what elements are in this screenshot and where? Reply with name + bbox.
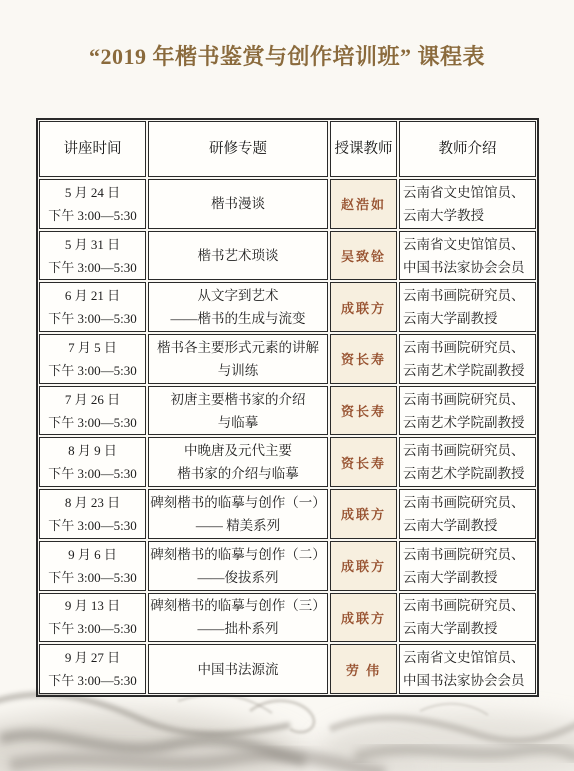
teacher-cell (330, 541, 397, 591)
teacher-bio-line: 云南省文史馆馆员、 (403, 650, 525, 666)
teacher-cell (330, 593, 397, 643)
date-cell (39, 541, 146, 591)
teacher-bio-line: 云南省文史馆馆员、 (403, 184, 525, 200)
topic-cell (148, 437, 328, 487)
schedule-table (36, 118, 539, 697)
topic-cell (148, 489, 328, 539)
teacher-bio-line: 中国书法家协会会员 (403, 673, 525, 689)
teacher-name: 赵浩如 (340, 197, 386, 213)
topic-line: ——拙朴系列 (197, 621, 279, 637)
lecture-time: 下午 3:00—5:30 (48, 362, 137, 378)
teacher-bio-line: 云南书画院研究员、 (403, 339, 525, 355)
topic-cell (148, 541, 328, 591)
bio-cell (399, 541, 536, 591)
lecture-date: 8 月 23 日 (64, 494, 121, 510)
topic-line: 碑刻楷书的临摹与创作（一） (150, 494, 326, 510)
bio-cell (399, 179, 536, 229)
teacher-name: 资长寿 (340, 404, 386, 420)
teacher-name: 资长寿 (340, 455, 386, 471)
lecture-date: 9 月 13 日 (64, 598, 121, 614)
lecture-time: 下午 3:00—5:30 (48, 414, 137, 430)
topic-line: 与临摹 (217, 414, 259, 430)
teacher-bio-line: 云南艺术学院副教授 (403, 466, 525, 482)
teacher-bio-line: 云南大学副教授 (403, 621, 498, 637)
header-label: 教师介绍 (438, 141, 497, 157)
lecture-time: 下午 3:00—5:30 (48, 466, 137, 482)
header-teacher-bio (399, 121, 536, 177)
topic-line: 碑刻楷书的临摹与创作（三） (150, 598, 326, 614)
bio-cell (399, 489, 536, 539)
teacher-cell (330, 386, 397, 436)
teacher-bio-line: 云南省文史馆馆员、 (403, 236, 525, 252)
teacher-name: 成联方 (340, 300, 386, 316)
topic-cell (148, 386, 328, 436)
teacher-bio-line: 云南艺术学院副教授 (403, 362, 525, 378)
topic-line: ——楷书的生成与流变 (170, 311, 306, 327)
header-label: 讲座时间 (63, 141, 122, 157)
topic-cell (148, 282, 328, 332)
bio-cell (399, 437, 536, 487)
topic-cell (148, 179, 328, 229)
teacher-name: 吴致铨 (340, 249, 386, 265)
teacher-bio-line: 云南书画院研究员、 (403, 288, 525, 304)
topic-line: 中晚唐及元代主要 (184, 443, 292, 459)
teacher-bio-line: 云南大学副教授 (403, 569, 498, 585)
teacher-bio-line: 云南书画院研究员、 (403, 443, 525, 459)
header-label: 研修专题 (209, 141, 267, 157)
teacher-bio-line: 云南书画院研究员、 (403, 391, 525, 407)
teacher-bio-line: 云南艺术学院副教授 (403, 414, 525, 430)
topic-line: 楷书艺术琐谈 (197, 248, 279, 264)
teacher-bio-line: 云南大学副教授 (403, 517, 498, 533)
topic-line: ——俊拔系列 (197, 569, 279, 585)
date-cell (39, 231, 146, 281)
teacher-cell (330, 179, 397, 229)
lecture-date: 5 月 31 日 (64, 236, 121, 252)
lecture-time: 下午 3:00—5:30 (48, 311, 137, 327)
topic-cell (148, 644, 328, 694)
bio-cell (399, 282, 536, 332)
teacher-bio-line: 中国书法家协会会员 (403, 259, 525, 275)
teacher-cell (330, 644, 397, 694)
lecture-time: 下午 3:00—5:30 (48, 517, 137, 533)
lecture-time: 下午 3:00—5:30 (48, 207, 137, 223)
topic-line: 与训练 (217, 362, 259, 378)
lecture-date: 7 月 5 日 (68, 339, 117, 355)
teacher-cell (330, 437, 397, 487)
page-title: “2019 年楷书鉴赏与创作培训班” 课程表 (88, 44, 485, 69)
date-cell (39, 334, 146, 384)
bio-cell (399, 644, 536, 694)
topic-line: —— 精美系列 (195, 517, 281, 533)
teacher-cell (330, 334, 397, 384)
topic-line: 楷书家的介绍与临摹 (177, 466, 299, 482)
bio-cell (399, 231, 536, 281)
lecture-date: 8 月 9 日 (68, 443, 117, 459)
teacher-cell (330, 231, 397, 281)
header-lecture-time (39, 121, 146, 177)
lecture-date: 9 月 27 日 (64, 650, 121, 666)
teacher-bio-line: 云南书画院研究员、 (403, 494, 525, 510)
date-cell (39, 644, 146, 694)
teacher-bio-line: 云南大学副教授 (403, 311, 498, 327)
topic-line: 中国书法源流 (197, 661, 279, 677)
topic-line: 碑刻楷书的临摹与创作（二） (150, 546, 326, 562)
date-cell (39, 437, 146, 487)
topic-cell (148, 231, 328, 281)
lecture-time: 下午 3:00—5:30 (48, 621, 137, 637)
bio-cell (399, 386, 536, 436)
header-topic (148, 121, 328, 177)
date-cell (39, 282, 146, 332)
lecture-date: 5 月 24 日 (64, 184, 121, 200)
teacher-name: 劳 伟 (345, 662, 382, 678)
topic-line: 从文字到艺术 (197, 288, 279, 304)
teacher-bio-line: 云南书画院研究员、 (403, 598, 525, 614)
lecture-time: 下午 3:00—5:30 (48, 259, 137, 275)
topic-line: 楷书漫谈 (211, 196, 265, 212)
header-teacher (330, 121, 397, 177)
lecture-date: 9 月 6 日 (68, 546, 117, 562)
teacher-cell (330, 489, 397, 539)
date-cell (39, 489, 146, 539)
teacher-name: 成联方 (340, 610, 386, 626)
lecture-time: 下午 3:00—5:30 (48, 673, 137, 689)
teacher-name: 成联方 (340, 507, 386, 523)
bio-cell (399, 334, 536, 384)
topic-line: 初唐主要楷书家的介绍 (170, 391, 306, 407)
lecture-time: 下午 3:00—5:30 (48, 569, 137, 585)
lecture-date: 7 月 26 日 (64, 391, 121, 407)
date-cell (39, 593, 146, 643)
teacher-name: 成联方 (340, 559, 386, 575)
topic-line: 楷书各主要形式元素的讲解 (157, 339, 319, 355)
teacher-bio-line: 云南书画院研究员、 (403, 546, 525, 562)
topic-cell (148, 593, 328, 643)
teacher-name: 资长寿 (340, 352, 386, 368)
topic-cell (148, 334, 328, 384)
header-label: 授课教师 (334, 141, 393, 157)
teacher-bio-line: 云南大学教授 (403, 207, 484, 223)
bio-cell (399, 593, 536, 643)
lecture-date: 6 月 21 日 (64, 288, 121, 304)
date-cell (39, 386, 146, 436)
teacher-cell (330, 282, 397, 332)
date-cell (39, 179, 146, 229)
